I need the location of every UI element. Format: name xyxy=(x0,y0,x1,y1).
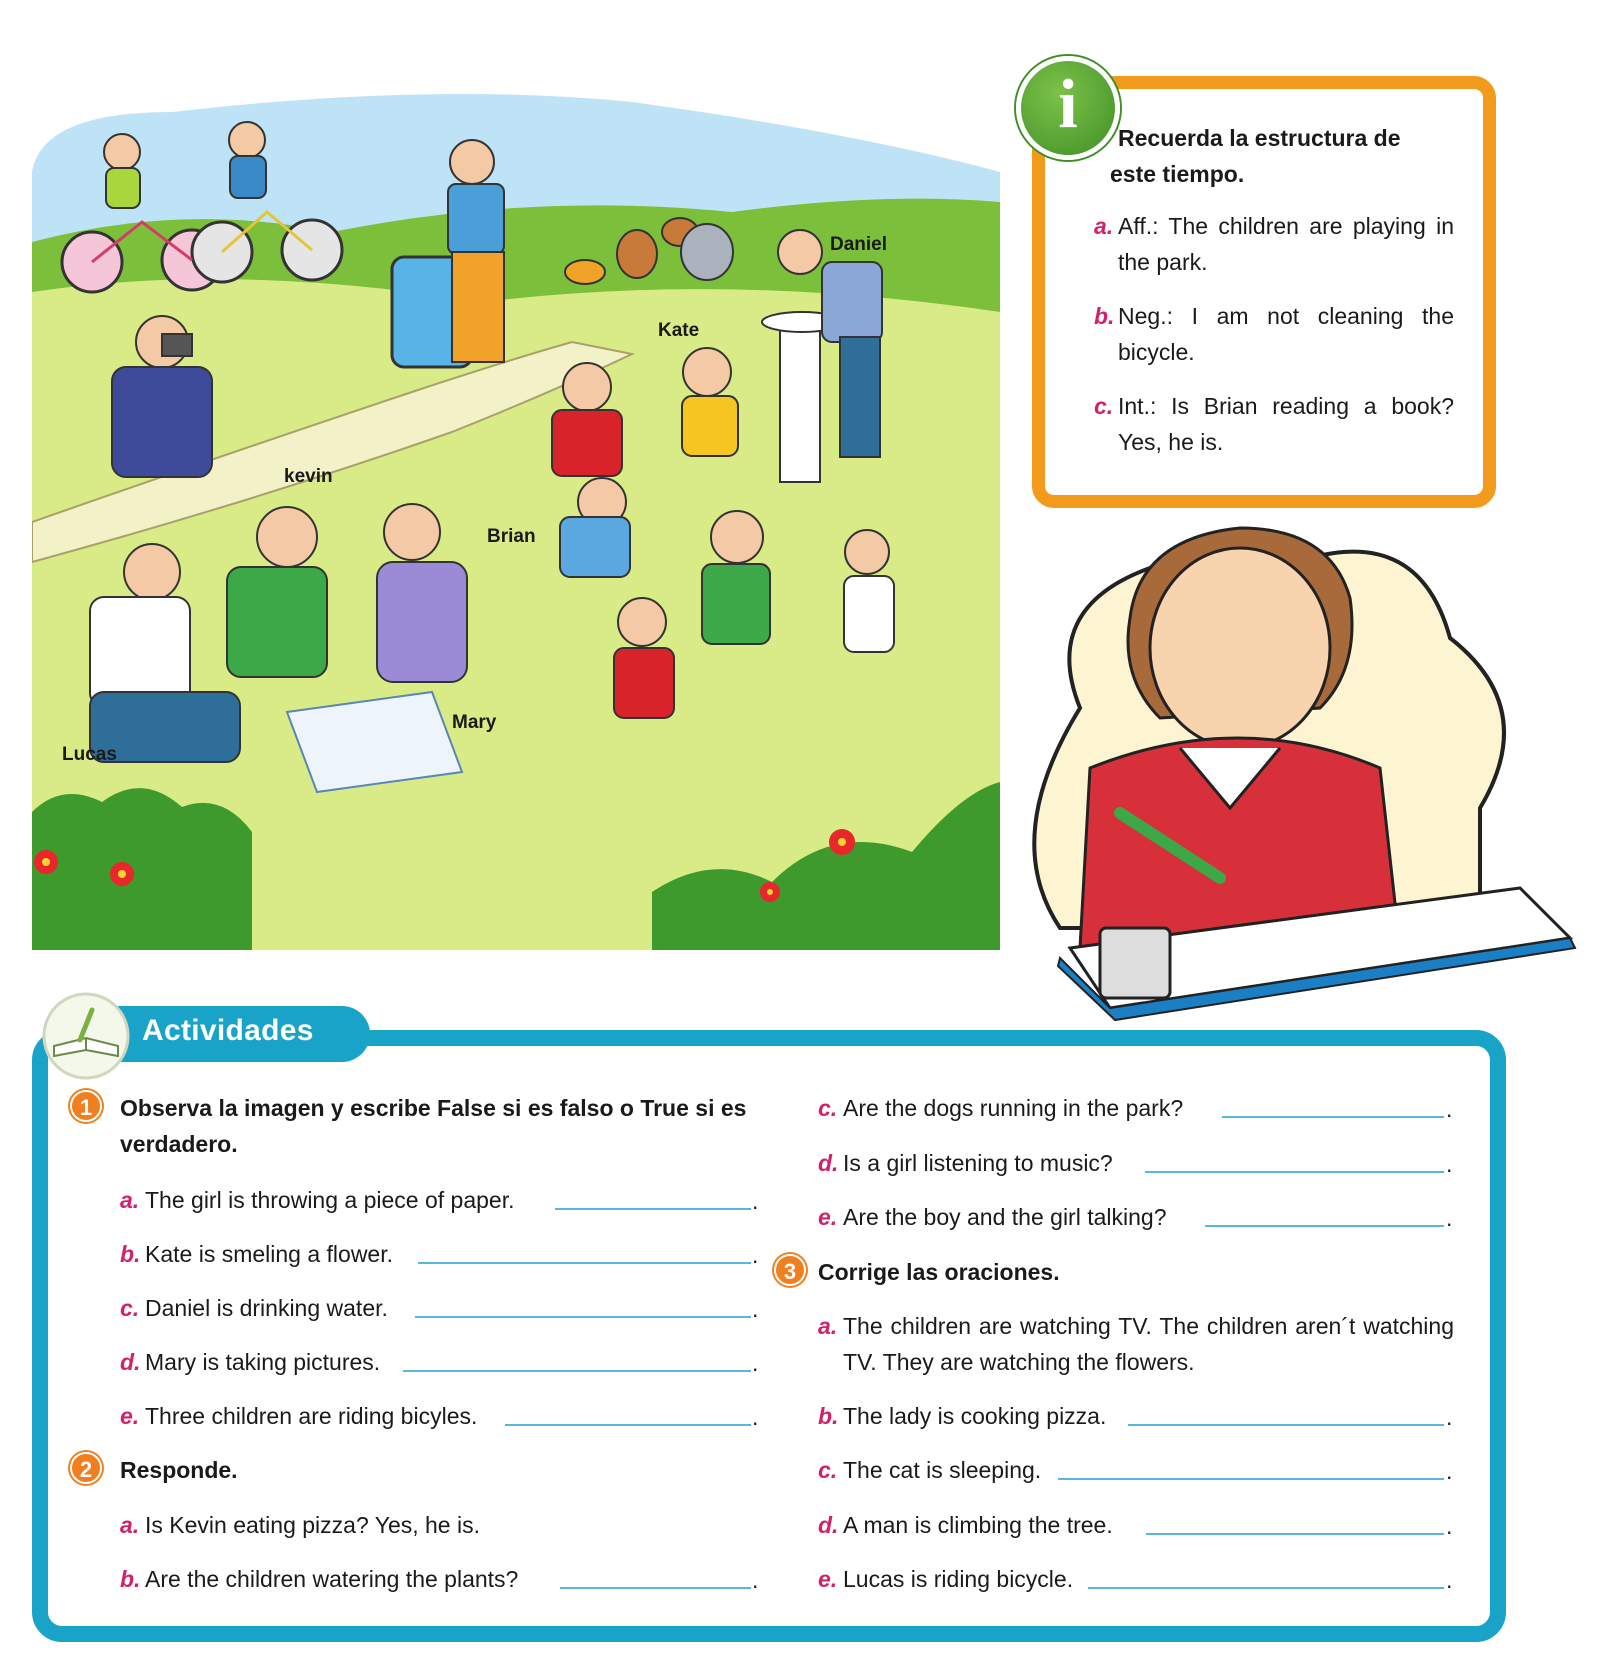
exercise-1-heading: Observa la imagen y escribe False si es falso o True si es verdadero. xyxy=(120,1095,747,1157)
ex2-item-b: b. Are the children watering the plants? xyxy=(120,1566,519,1592)
ex2-answer-b[interactable] xyxy=(560,1587,751,1589)
label-brian: Brian xyxy=(487,526,536,547)
exercise-1-badge: 1 xyxy=(70,1090,102,1122)
info-item-b: b. Neg.: I am not cleaning the bicycle. xyxy=(1094,303,1454,365)
ex3-item-c: c. The cat is sleeping. xyxy=(818,1457,1042,1483)
park-illustration xyxy=(32,92,1000,950)
ex1-answer-a[interactable] xyxy=(555,1208,751,1210)
ex1-answer-b[interactable] xyxy=(418,1262,751,1264)
ex3-answer-e[interactable] xyxy=(1088,1587,1444,1589)
exercise-2-badge: 2 xyxy=(70,1452,102,1484)
ex3-item-d: d. A man is climbing the tree. xyxy=(818,1512,1113,1538)
label-mary: Mary xyxy=(452,712,497,733)
ex2-answer-d[interactable] xyxy=(1145,1171,1444,1173)
label-daniel: Daniel xyxy=(830,234,888,255)
ex1-item-b: b. Kate is smeling a flower. xyxy=(120,1241,394,1267)
boy-face xyxy=(1150,548,1330,748)
calculator xyxy=(1100,928,1170,998)
ex3-item-a: a. The children are watching TV. The children aren´t watching TV. They are watching the flowers. xyxy=(818,1313,1454,1375)
boy-writing-illustration xyxy=(980,508,1580,1068)
ex1-period-a: . xyxy=(752,1188,759,1214)
ex3-answer-c[interactable] xyxy=(1058,1478,1444,1480)
ex1-item-c: c. Daniel is drinking water. xyxy=(120,1295,388,1321)
info-icon: i xyxy=(1016,56,1120,160)
label-kate: Kate xyxy=(658,320,700,341)
boy-scene xyxy=(980,508,1580,1068)
ex1-item-e: e. Three children are riding bicyles. xyxy=(120,1403,478,1429)
bush-left xyxy=(32,788,252,950)
ex2-item-d: d. Is a girl listening to music? xyxy=(818,1150,1113,1176)
ex1-answer-e[interactable] xyxy=(505,1424,751,1426)
exercise-2-heading: Responde. xyxy=(120,1457,238,1483)
ex2-answer-e[interactable] xyxy=(1205,1225,1444,1227)
info-item-c: c. Int.: Is Brian reading a book? Yes, he is. xyxy=(1094,393,1454,455)
info-title: Recuerda la estructura de este tiempo. xyxy=(1110,125,1401,187)
ex2-period-e: . xyxy=(1446,1205,1453,1231)
ex2-item-c: c. Are the dogs running in the park? xyxy=(818,1095,1184,1121)
ex2-answer-c[interactable] xyxy=(1222,1116,1444,1118)
info-item-a: a. Aff.: The children are playing in the park. xyxy=(1094,213,1454,275)
ex2-period-c: . xyxy=(1446,1096,1453,1122)
ex1-period-e: . xyxy=(752,1404,759,1430)
ex2-period-d: . xyxy=(1446,1151,1453,1177)
ex3-period-c: . xyxy=(1446,1458,1453,1484)
exercise-3-badge: 3 xyxy=(774,1254,806,1286)
ex1-item-a: a. The girl is throwing a piece of paper. xyxy=(120,1187,515,1213)
ex2-period-b: . xyxy=(752,1567,759,1593)
exercise-3-heading: Corrige las oraciones. xyxy=(818,1259,1060,1285)
park-scene xyxy=(32,92,1000,950)
label-lucas: Lucas xyxy=(62,744,117,765)
fountain xyxy=(780,322,820,482)
book-icon xyxy=(40,990,132,1082)
ex2-item-a: a. Is Kevin eating pizza? Yes, he is. xyxy=(120,1512,480,1538)
activities-title: Actividades xyxy=(142,1014,314,1047)
ex3-answer-d[interactable] xyxy=(1146,1533,1444,1535)
label-kevin: kevin xyxy=(284,466,333,487)
ex2-item-e: e. Are the boy and the girl talking? xyxy=(818,1204,1167,1230)
ex1-answer-c[interactable] xyxy=(415,1316,751,1318)
ex1-period-c: . xyxy=(752,1296,759,1322)
ex1-period-b: . xyxy=(752,1242,759,1268)
ex3-period-b: . xyxy=(1446,1404,1453,1430)
ex3-period-e: . xyxy=(1446,1567,1453,1593)
ex3-period-d: . xyxy=(1446,1513,1453,1539)
ex1-item-d: d. Mary is taking pictures. xyxy=(120,1349,381,1375)
ex1-answer-d[interactable] xyxy=(403,1370,751,1372)
ex3-item-b: b. The lady is cooking pizza. xyxy=(818,1403,1107,1429)
ex3-item-e: e. Lucas is riding bicycle. xyxy=(818,1566,1074,1592)
ex3-answer-b[interactable] xyxy=(1128,1424,1444,1426)
ex1-period-d: . xyxy=(752,1350,759,1376)
